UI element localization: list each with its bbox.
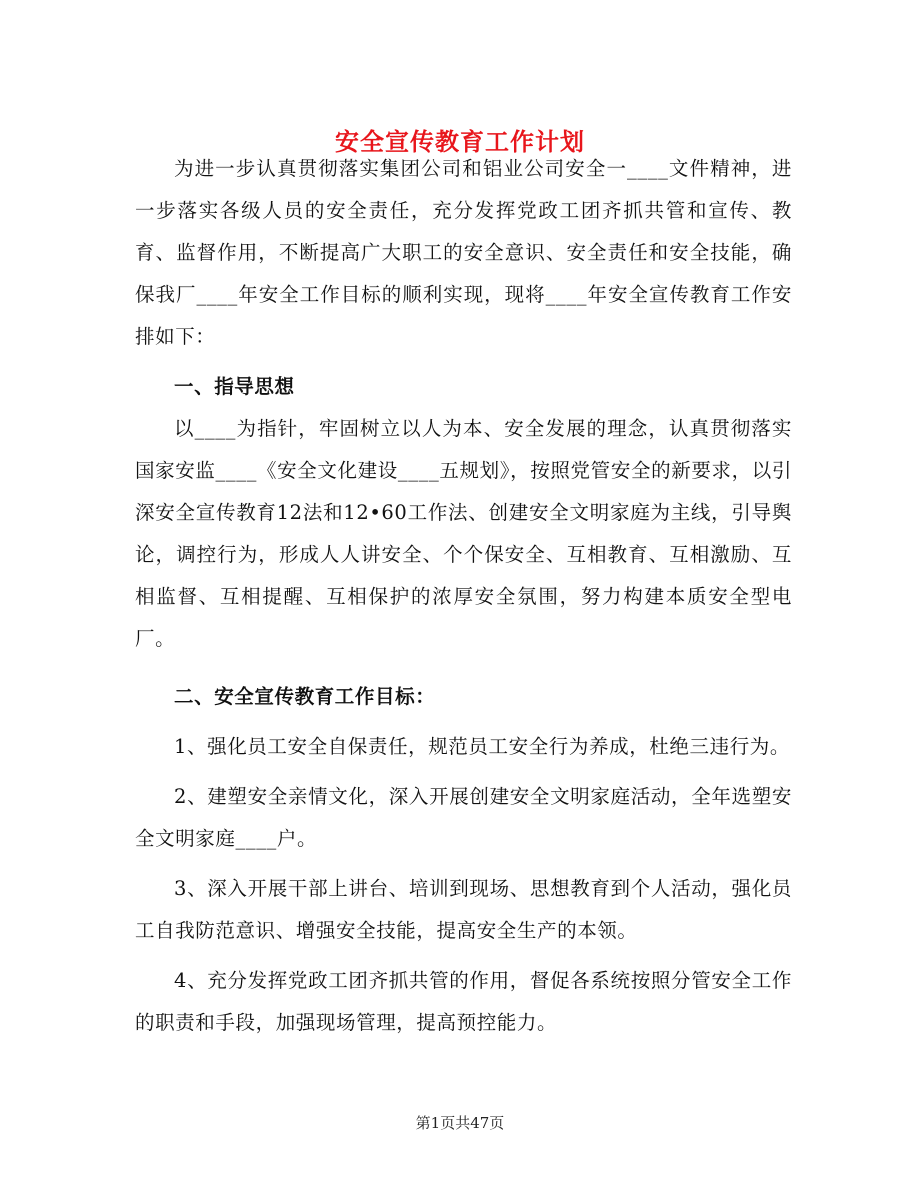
goal-item-1: 1、强化员工安全自保责任，规范员工安全行为养成，杜绝三违行为。 [174,735,791,758]
page-number-footer: 第1页共47页 [415,1114,505,1132]
intro-paragraph: 为进一步认真贯彻落实集团公司和铝业公司安全一____文件精神，进一步落实各级人员的安全责任，充分发挥党政工团齐抓共管和宣传、教育、监督作用，不断提高广大职工的安全意识、安全责任和安全技能，确保我厂____年安全工作目标的顺利实现，现将____年安全宣传教育工作安排如下： [135,157,792,348]
section-body-guiding-thought: 以____为指针，牢固树立以人为本、安全发展的理念，认真贯彻落实国家安监____《安全文化建设____五规划》，按照党管安全的新要求，以引深安全宣传教育12法和12•60工作法、创建安全文明家庭为主线，引导舆论，调控行为，形成人人讲安全、个个保安全、互相教育、互相激励、互相监督、互相提醒、互相保护的浓厚安全氛围，努力构建本质安全型电厂。 [135,417,792,650]
section-heading-guiding-thought: 一、指导思想 [174,375,295,398]
document-body [135,148,792,1044]
goal-item-4: 4、充分发挥党政工团齐抓共管的作用，督促各系统按照分管安全工作的职责和手段，加强现场管理，提高预控能力。 [135,969,792,1034]
section-heading-goals: 二、安全宣传教育工作目标： [174,685,436,708]
goal-item-2: 2、建塑安全亲情文化，深入开展创建安全文明家庭活动，全年选塑安全文明家庭____户。 [135,785,792,850]
goal-item-3: 3、深入开展干部上讲台、培训到现场、思想教育到个人活动，强化员工自我防范意识、增强安全技能，提高安全生产的本领。 [135,877,792,942]
document-title: 安全宣传教育工作计划 [335,127,585,157]
